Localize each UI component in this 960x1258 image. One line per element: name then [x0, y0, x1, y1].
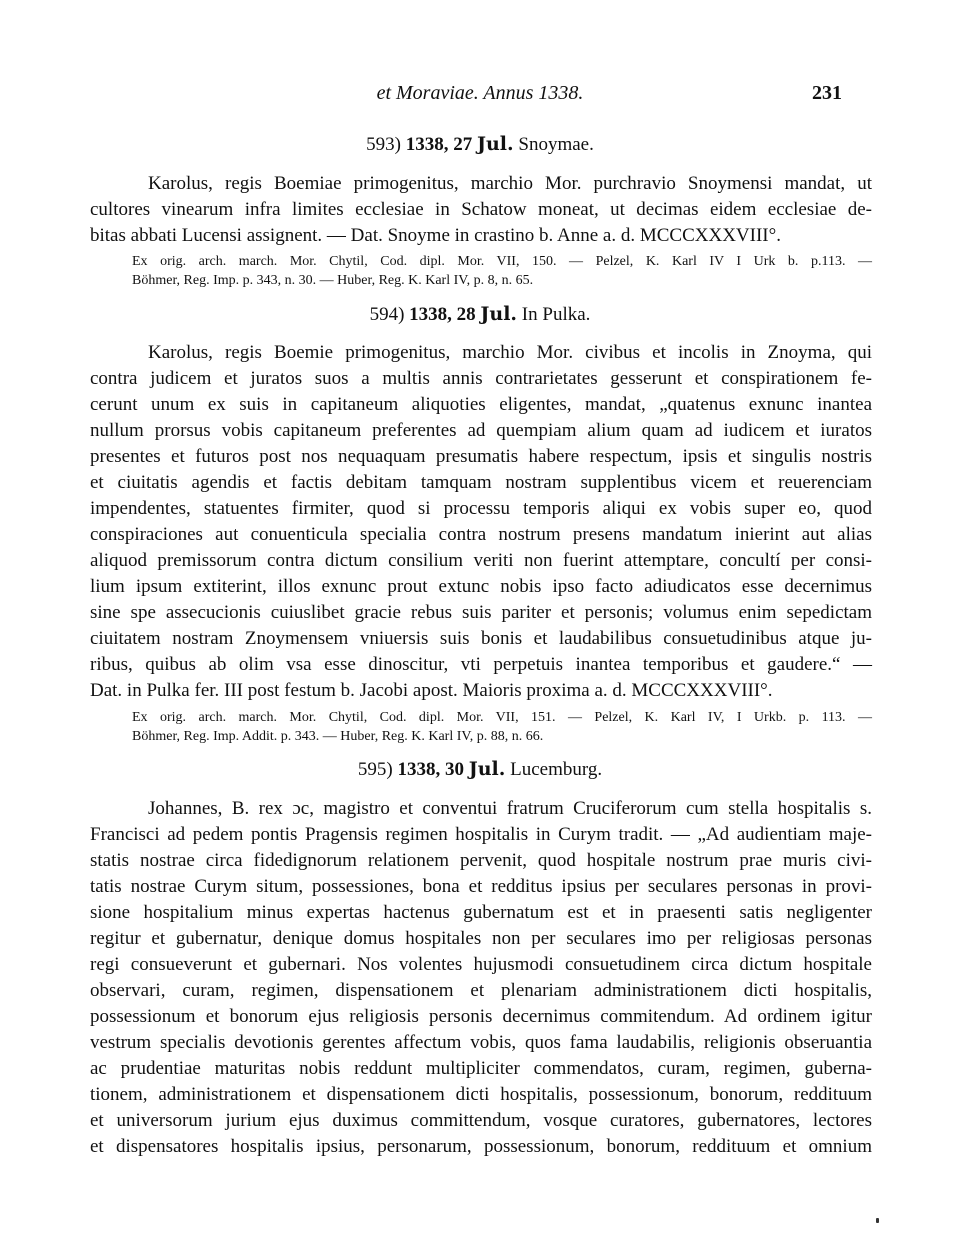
text-line: ribus, quibus ab olim vsa esse dinoscitur, vti perpetuis inantea temporibus et gaudere.“ —: [90, 654, 872, 675]
entry-number: 593): [366, 134, 401, 155]
entry-day: 28: [456, 304, 476, 325]
text-line: et ciuitatis agendis et factis debitam tamquam nostram supplentibus vicem et reuerenciam: [90, 472, 872, 493]
text-line: et universorum jurium ejus duximus committendum, vosque curatores, gubernatores, lectores: [90, 1110, 872, 1131]
entry-number: 595): [357, 759, 393, 780]
entry-month: Jul.: [480, 303, 518, 325]
running-title: et Moraviae. Annus 1338.: [376, 82, 584, 104]
text-line: Karolus, regis Boemie primogenitus, marchio Mor. civibus et incolis in Znoyma, qui: [148, 342, 872, 363]
entry-place: Snoymae.: [518, 134, 594, 155]
text-line: possessionum et bonorum ejus religiosis personis decernimus commitendum. Ad ordinem igitur: [90, 1006, 872, 1027]
text-line: ciuitatem nostram Znoymensem vniuersis suis bonis et laudabilibus consuetudinibus atque ju-: [90, 628, 872, 649]
entry-number: 594): [369, 304, 405, 325]
text-line: Karolus, regis Boemiae primogenitus, marchio Mor. purchravio Snoymensi mandat, ut: [148, 173, 872, 194]
text-line: et dispensatores hospitalis ipsius, personarum, possessionum, bonorum, reddituum et omnium: [90, 1136, 872, 1157]
scan-speck: [876, 1218, 879, 1223]
text-line: contra judicem et juratos suos a multis annis contrarietates gesserunt et conspirationem fe-: [90, 368, 872, 389]
entry-date: 1338,: [409, 304, 452, 325]
text-line: conspiraciones aut conuenticula specialia contra nostrum presens mandatum inierint aut alias: [90, 524, 872, 545]
entry-heading: [0, 303, 960, 326]
entry-heading: [0, 758, 960, 781]
entry-date: 1338,: [405, 134, 449, 155]
text-line: ac prudentiae maturitas nobis reddunt multipliciter commendatos, curam, regimen, guberna-: [90, 1058, 872, 1079]
text-line: Francisci ad pedem pontis Pragensis regimen hospitalis in Curym tradit. — „Ad audientiam maje-: [90, 824, 872, 845]
entry-month: Jul.: [476, 133, 514, 155]
text-line: observari, curam, regimen, dispensationem et plenariam administrationem dicti hospitalis,: [90, 980, 872, 1001]
text-line: lium ipsum extiterint, illos exnunc prout extunc nobis ipso facto adiudicatos esse decernimus: [90, 576, 872, 597]
page-number: 231: [812, 82, 842, 104]
text-line: presentes et futuros post nos nequaquam presumatis habere respectum, ipsis et singulis nostris: [90, 446, 872, 467]
text-line: impendentes, statuentes firmiter, quod si processu temporis aliqui ex vobis super eo, quod: [90, 498, 872, 519]
source-line: Böhmer, Reg. Imp. Addit. p. 343. — Huber, Reg. K. Karl IV, p. 88, n. 66.: [132, 729, 544, 744]
text-line: Johannes, B. rex ɔc, magistro et conventui fratrum Cruciferorum cum stella hospitalis s.: [148, 798, 872, 819]
text-line: vestrum specialis devotionis gerentes affectum vobis, quos fama laudabilis, religionis obseruantia: [90, 1032, 872, 1053]
source-line: Ex orig. arch. march. Mor. Chytil, Cod. dipl. Mor. VII, 151. — Pelzel, K. Karl IV, I Urkb. p. 113. —: [132, 710, 872, 725]
text-line: statis nostrae circa fidedignorum relationem pervenit, quod hospitale nostrum prae muris civi-: [90, 850, 872, 871]
text-line: cerunt unum ex suis in capitaneum aliquoties eligentes, mandat, „quatenus exnunc inantea: [90, 394, 872, 415]
entry-heading: [0, 133, 960, 156]
text-line: tionem, administrationem et dispensationem dicti hospitalis, possessionum, bonorum, reddituum: [90, 1084, 872, 1105]
source-line: Böhmer, Reg. Imp. p. 343, n. 30. — Huber, Reg. K. Karl IV, p. 8, n. 65.: [132, 273, 534, 288]
page-header: [0, 82, 960, 112]
entry-month: Jul.: [468, 758, 506, 780]
text-line: sione hospitalium minus expertas hactenus gubernatum est et in praesenti satis negligenter: [90, 902, 872, 923]
text-line: regitur et gubernatur, denique domus hospitales non per seculares imo per religiosas personas: [90, 928, 872, 949]
text-line: Dat. in Pulka fer. III post festum b. Jacobi apost. Maioris proxima a. d. MCCCXXXVIII°.: [90, 680, 773, 701]
source-line: Ex orig. arch. march. Mor. Chytil, Cod. dipl. Mor. VII, 150. — Pelzel, K. Karl IV I Urk b. p.113. —: [132, 254, 872, 269]
entry-place: Lucemburg.: [510, 759, 603, 780]
text-line: tatis nostrae Curym situm, possessiones, bona et redditus ipsius per seculares personas in provi-: [90, 876, 872, 897]
entry-place: In Pulka.: [521, 304, 591, 325]
text-line: regi consueverunt et gubernari. Nos volentes hujusmodi consuetudinem circa dictum hospitale: [90, 954, 872, 975]
entry-date: 1338,: [397, 759, 441, 780]
text-line: nullum prorsus vobis capitaneum preferentes ad quempiam alium quam ad iudicem et iuratos: [90, 420, 872, 441]
entry-day: 27: [453, 134, 473, 155]
text-line: sine spe assecucionis cuiuslibet gracie rebus suis pariter et personis; volumus enim sepedictam: [90, 602, 872, 623]
entry-day: 30: [444, 759, 464, 780]
text-line: bitas abbati Lucensi assignent. — Dat. Snoyme in crastino b. Anne a. d. MCCCXXXVIII°.: [90, 225, 781, 246]
text-line: cultores vinearum infra limites ecclesiae in Schatow moneat, ut decimas eidem ecclesiae de-: [90, 199, 872, 220]
text-line: aliquod premissorum contra dictum consilium veriti non fuerint attemptare, concultí per consi-: [90, 550, 872, 571]
